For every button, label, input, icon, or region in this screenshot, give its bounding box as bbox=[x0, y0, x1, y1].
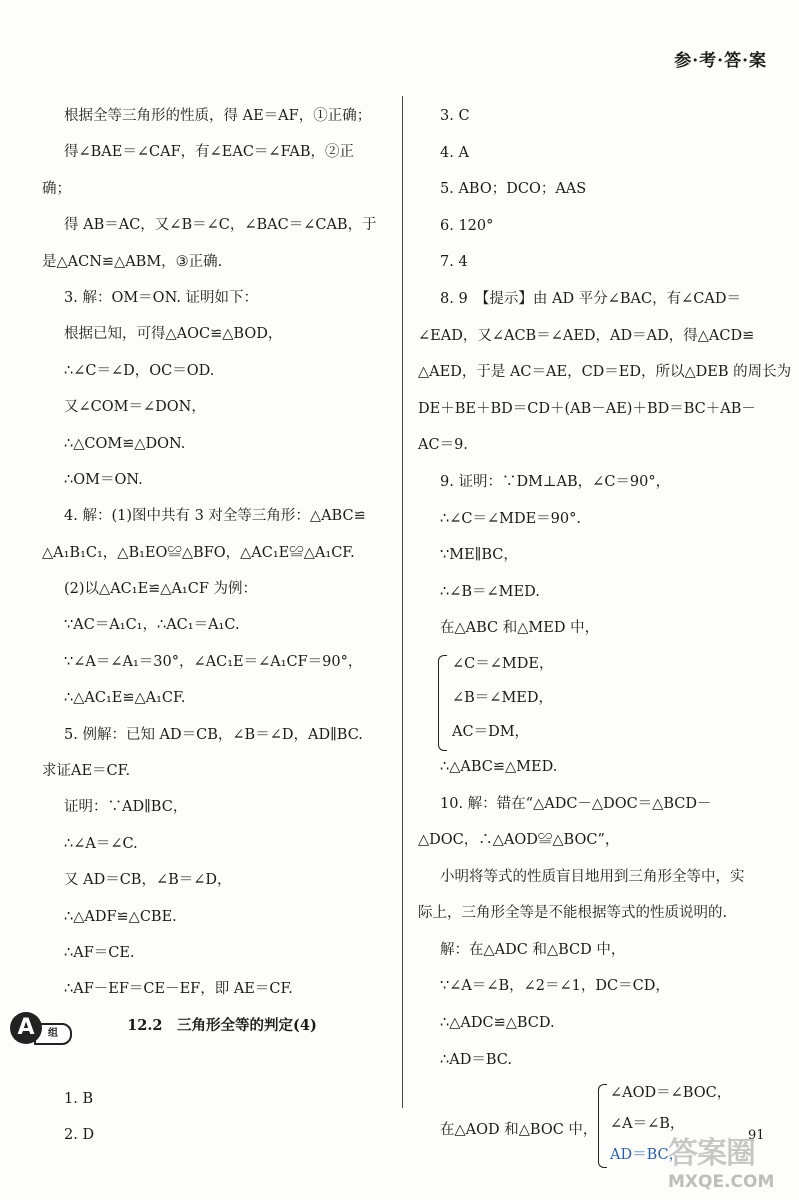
answer-line: 3. C bbox=[440, 108, 470, 124]
section-title: 12.2 三角形全等的判定(4) bbox=[127, 1016, 317, 1034]
text-line: 8. 9 【提示】由 AD 平分∠BAC，有∠CAD＝ bbox=[440, 290, 741, 307]
answer-line: 4. A bbox=[440, 144, 469, 161]
text-line: DE＋BE＋BD＝CD＋(AB－AE)＋BD＝BC＋AB－ bbox=[418, 400, 756, 417]
text-line: ∵∠A＝∠A₁＝30°，∠AC₁E＝∠A₁CF＝90°， bbox=[64, 653, 363, 670]
text-line: ∠EAD，又∠ACB＝∠AED，AD＝AD，得△ACD≌ bbox=[418, 327, 755, 344]
condition-line: ∠B＝∠MED， bbox=[452, 689, 554, 706]
text-line: 3. 解：OM＝ON. 证明如下： bbox=[64, 289, 259, 306]
watermark-top: 答案圈 bbox=[668, 1136, 755, 1171]
text-line: ∵ME∥BC， bbox=[440, 547, 518, 564]
column-divider bbox=[402, 96, 403, 1108]
text-line: ∴∠B＝∠MED. bbox=[440, 583, 540, 600]
text-line: 是△ACN≌△ABM，③正确. bbox=[42, 253, 223, 270]
text-line: ∴∠C＝∠MDE＝90°. bbox=[440, 510, 581, 527]
badge-group: 组 bbox=[34, 1023, 72, 1045]
condition-line: ∠A＝∠B， bbox=[610, 1116, 685, 1133]
text-line: 得∠BAE＝∠CAF，有∠EAC＝∠FAB，②正 bbox=[64, 144, 355, 161]
spacer bbox=[42, 1044, 394, 1080]
text-line: AC＝9. bbox=[418, 437, 468, 454]
answer-line: 5. ABO；DCO；AAS bbox=[440, 181, 587, 198]
group-a-badge bbox=[10, 1012, 76, 1044]
left-brace bbox=[438, 655, 447, 751]
text-line: 9. 证明：∵DM⊥AB，∠C＝90°， bbox=[440, 473, 671, 490]
text-line: ∴AD＝BC. bbox=[440, 1051, 512, 1068]
text-line: 际上，三角形全等是不能根据等式的性质说明的. bbox=[418, 905, 728, 922]
text-line: 小明将等式的性质盲目地用到三角形全等中，实 bbox=[440, 868, 745, 885]
text-line: 在△ABC 和△MED 中， bbox=[440, 620, 600, 637]
text-line: ∴OM＝ON. bbox=[64, 471, 143, 488]
watermark-bottom: MXQE.COM bbox=[668, 1172, 775, 1192]
text-line: △AED，于是 AC＝AE，CD＝ED，所以△DEB 的周长为 bbox=[418, 364, 792, 381]
text-line: ∵∠A＝∠B，∠2＝∠1，DC＝CD， bbox=[440, 978, 670, 995]
right-column bbox=[418, 98, 792, 1170]
text-line: 得 AB＝AC，又∠B＝∠C，∠BAC＝∠CAB，于 bbox=[64, 217, 377, 234]
condition-line: ∠C＝∠MDE， bbox=[452, 655, 554, 672]
text-line: ∴AF＝CE. bbox=[64, 944, 135, 961]
text-line: ∵AC＝A₁C₁，∴AC₁＝A₁C. bbox=[64, 617, 240, 634]
watermark-logo bbox=[668, 1128, 796, 1196]
answer-line: 2. D bbox=[64, 1126, 95, 1143]
left-column bbox=[42, 98, 394, 1153]
text-line: (2)以△AC₁E≌△A₁CF 为例： bbox=[64, 581, 258, 598]
text-line: ∴△ABC≌△MED. bbox=[440, 758, 558, 775]
text-line: 又∠COM＝∠DON， bbox=[64, 399, 206, 416]
left-brace bbox=[598, 1084, 607, 1168]
text-line: ∴△ADF≌△CBE. bbox=[64, 908, 177, 925]
text-line: 5. 例解：已知 AD＝CB，∠B＝∠D，AD∥BC. bbox=[64, 726, 363, 743]
text-line: △A₁B₁C₁，△B₁EO≌△BFO，△AC₁E≌△A₁CF. bbox=[42, 544, 355, 561]
text-line: 根据已知，可得△AOC≌△BOD， bbox=[64, 326, 283, 343]
page-number: 91 bbox=[748, 1128, 765, 1143]
answer-line: 1. B bbox=[64, 1090, 94, 1107]
text-line: ∴△COM≌△DON. bbox=[64, 435, 186, 452]
text-line: 确； bbox=[42, 180, 71, 197]
condition-line: AC＝DM， bbox=[452, 723, 530, 740]
condition-line: AD＝BC， bbox=[610, 1147, 684, 1164]
text-line: 4. 解：(1)图中共有 3 对全等三角形：△ABC≌ bbox=[64, 508, 366, 525]
text-line: ∴△ADC≌△BCD. bbox=[440, 1015, 555, 1032]
text-line: 根据全等三角形的性质，得 AE＝AF，①正确； bbox=[64, 108, 372, 124]
badge-letter: A bbox=[10, 1012, 42, 1044]
text-line: △DOC，∴△AOD≌△BOC”， bbox=[418, 832, 620, 849]
text-line: 证明：∵AD∥BC， bbox=[64, 799, 188, 816]
text-line: ∴△AC₁E≌△A₁CF. bbox=[64, 690, 186, 707]
final-prefix: 在△AOD 和△BOC 中， bbox=[440, 1122, 598, 1139]
brace-conditions bbox=[418, 647, 770, 749]
answer-line: 7. 4 bbox=[440, 254, 468, 271]
text-line: ∴∠C＝∠D，OC＝OD. bbox=[64, 362, 215, 379]
text-line: ∴∠A＝∠C. bbox=[64, 835, 138, 852]
text-line: 求证AE＝CF. bbox=[42, 763, 131, 780]
answer-line: 6. 120° bbox=[440, 217, 494, 234]
condition-line: ∠AOD＝∠BOC， bbox=[610, 1085, 732, 1102]
text-line: 解：在△ADC 和△BCD 中， bbox=[440, 941, 626, 958]
text-line: ∴AF－EF＝CE－EF，即 AE＝CF. bbox=[64, 981, 293, 998]
text-line: 又 AD＝CB，∠B＝∠D， bbox=[64, 872, 232, 889]
text-line: 10. 解：错在“△ADC－△DOC＝△BCD－ bbox=[440, 795, 712, 812]
page-header: 参·考·答·案 bbox=[674, 51, 767, 71]
